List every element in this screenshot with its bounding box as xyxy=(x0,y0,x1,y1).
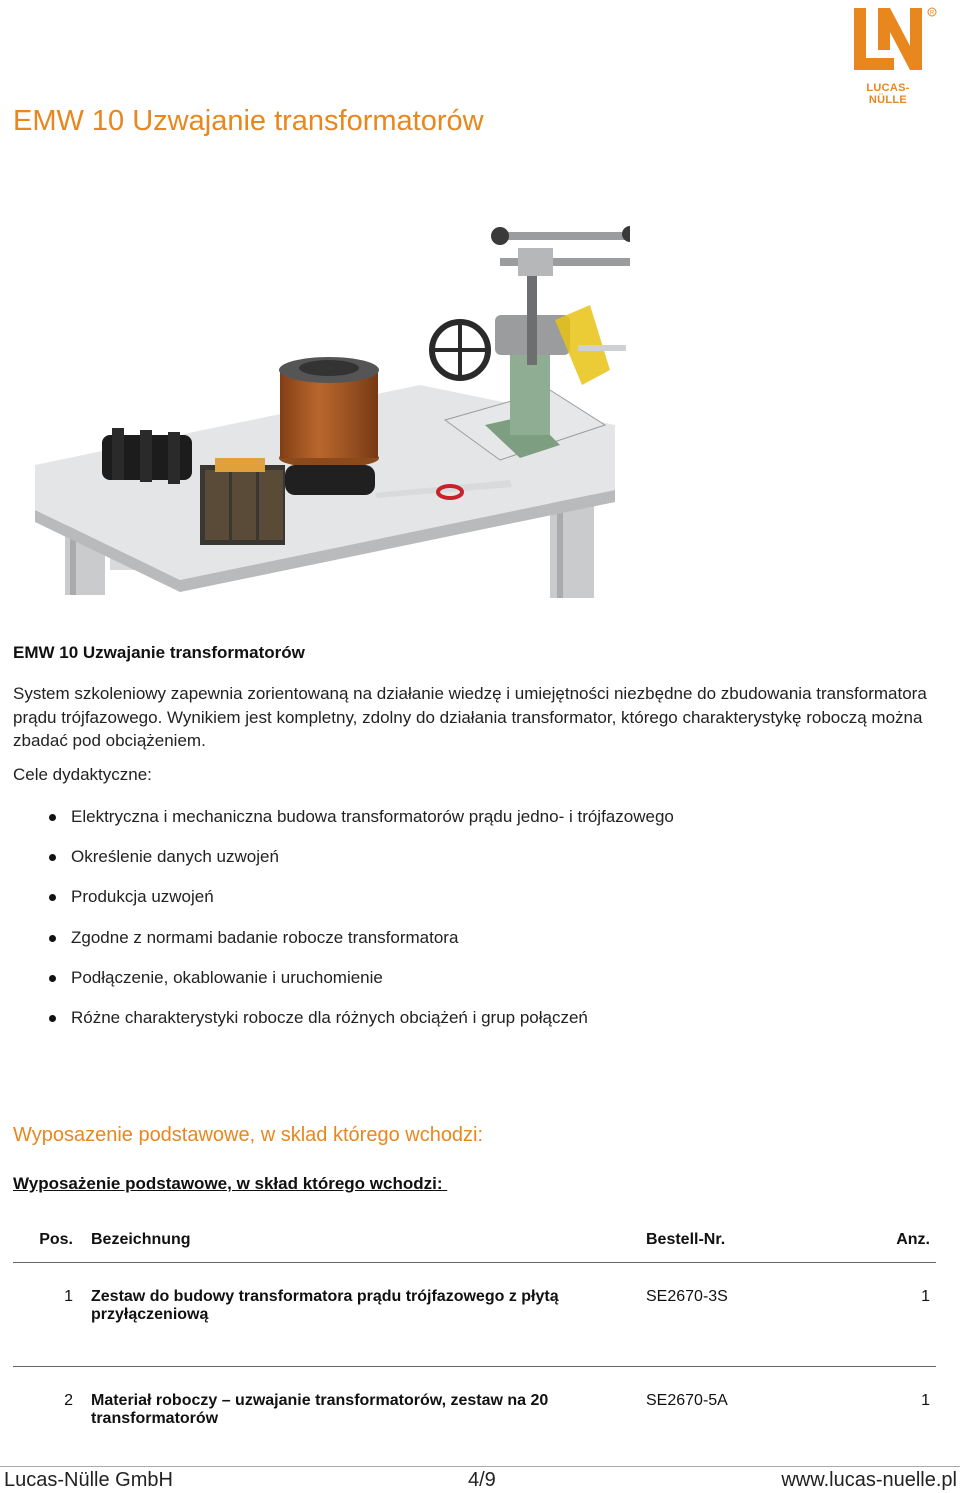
table-header-row xyxy=(13,1228,936,1263)
row-name: Zestaw do budowy transformatora prądu trójfazowego z płytą przyłączeniową xyxy=(85,1263,640,1367)
column-header-qty: Anz. xyxy=(882,1228,936,1263)
list-item: Zgodne z normami badanie robocze transformatora xyxy=(49,927,674,967)
list-item: Produkcja uzwojeń xyxy=(49,886,674,926)
footer-divider xyxy=(0,1466,960,1467)
row-pos: 1 xyxy=(13,1263,85,1367)
column-header-name: Bezeichnung xyxy=(85,1228,640,1263)
list-item: Różne charakterystyki robocze dla różnych obciążeń i grup połączeń xyxy=(49,1007,674,1047)
row-pos: 2 xyxy=(64,1392,73,1409)
table-row xyxy=(13,1263,936,1367)
learning-goals-list xyxy=(49,806,674,1047)
column-header-order-no: Bestell-Nr. xyxy=(640,1228,882,1263)
list-item: Elektryczna i mechaniczna budowa transformatorów prądu jedno- i trójfazowego xyxy=(49,806,674,846)
row-order-no: SE2670-3S xyxy=(640,1263,882,1367)
footer-page-number: 4/9 xyxy=(468,1469,496,1491)
logo-wordmark: LUCAS-NÜLLE xyxy=(866,82,910,106)
footer-website-link[interactable]: www.lucas-nuelle.pl xyxy=(781,1469,957,1491)
ln-logo-icon xyxy=(848,6,938,84)
list-item: Podłączenie, okablowanie i uruchomienie xyxy=(49,967,674,1007)
column-header-pos: Pos. xyxy=(13,1228,85,1263)
svg-text:R: R xyxy=(929,10,935,17)
equipment-subheading: Wyposażenie podstawowe, w skład którego wchodzi: xyxy=(13,1174,448,1193)
company-logo xyxy=(848,6,938,106)
page-title: EMW 10 Uzwajanie transformatorów xyxy=(13,105,484,137)
product-heading: EMW 10 Uzwajanie transformatorów xyxy=(13,643,305,662)
equipment-heading: Wyposazenie podstawowe, w sklad którego wchodzi: xyxy=(13,1124,484,1146)
row-order-no: SE2670-5A xyxy=(646,1392,728,1409)
table-row xyxy=(13,1367,936,1441)
equipment-table xyxy=(13,1228,936,1440)
row-name: Materiał roboczy – uzwajanie transformatorów, zestaw na 20 transformatorów xyxy=(91,1392,549,1427)
learning-goals-label: Cele dydaktyczne: xyxy=(13,765,152,784)
product-description: System szkoleniowy zapewnia zorientowaną na działanie wiedzę i umiejętności niezbędne do zbudowania transformatora prądu trójfazowego. Wynikiem jest kompletny, zdolny do działania transformator, którego charakterystykę roboczą można zbadać pod obciążeniem. xyxy=(13,684,927,750)
list-item: Określenie danych uzwojeń xyxy=(49,846,674,886)
footer-company: Lucas-Nülle GmbH xyxy=(4,1469,173,1491)
row-qty: 1 xyxy=(882,1263,936,1367)
row-qty: 1 xyxy=(921,1392,930,1409)
product-photo xyxy=(30,210,630,600)
